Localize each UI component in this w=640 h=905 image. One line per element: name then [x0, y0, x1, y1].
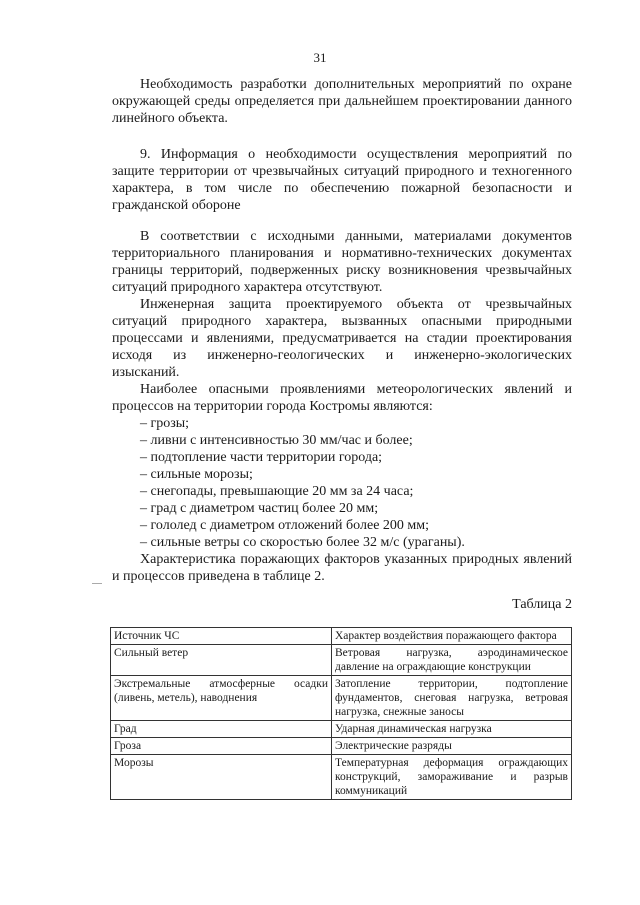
- list-item: – снегопады, превышающие 20 мм за 24 часа;: [140, 484, 414, 499]
- list-item: – сильные морозы;: [140, 467, 253, 482]
- table-cell: Экстремальные атмосферные осадки (ливень, метель), наводнения: [111, 676, 332, 721]
- table-cell: Затопление территории, подтопление фундаментов, снеговая нагрузка, ветровая нагрузка, снежные заносы: [332, 676, 572, 721]
- table-row: [111, 721, 572, 738]
- body-paragraph: Инженерная защита проектируемого объекта от чрезвычайных ситуаций природного характера, вызванных опасными природными процессами и явлениями, предусматривается на стадии проектирования исходя из инженерно-геологических и инженерно-экологических изысканий.: [112, 297, 572, 380]
- hazard-table: [110, 627, 572, 800]
- table-header-row: [111, 628, 572, 645]
- table-cell: Ветровая нагрузка, аэродинамическое давление на ограждающие конструкции: [332, 645, 572, 676]
- table-caption: Таблица 2: [512, 597, 572, 612]
- list-item: – ливни с интенсивностью 30 мм/час и более;: [140, 433, 413, 448]
- table-cell: Температурная деформация ограждающих конструкций, замораживание и разрыв коммуникаций: [332, 755, 572, 800]
- body-paragraph: В соответствии с исходными данными, материалами документов территориального планирования и нормативно-технических документах границы территорий, подверженных риску возникновения чрезвычайных ситуаций природного характера отсутствуют.: [112, 229, 572, 295]
- list-item: – гололед с диаметром отложений более 200 мм;: [140, 518, 430, 533]
- table-row: [111, 738, 572, 755]
- list-item: – сильные ветры со скоростью более 32 м/с (ураганы).: [140, 535, 465, 550]
- list-item: – грозы;: [140, 416, 190, 431]
- hazard-list: [140, 415, 465, 551]
- table-row: [111, 645, 572, 676]
- body-paragraph: Наиболее опасными проявлениями метеорологических явлений и процессов на территории города Костромы являются:: [112, 382, 572, 414]
- table-cell: Сильный ветер: [111, 645, 332, 676]
- table-cell: Электрические разряды: [332, 738, 572, 755]
- closing-paragraph: Характеристика поражающих факторов указанных природных явлений и процессов приведена в таблице 2.: [112, 552, 572, 584]
- list-item: – подтопление части территории города;: [140, 450, 383, 465]
- section-heading: 9. Информация о необходимости осуществления мероприятий по защите территории от чрезвычайных ситуаций природного и техногенного характера, в том числе по обеспечению пожарной безопасности и гражданской обороне: [112, 147, 572, 213]
- table-header-cell: Характер воздействия поражающего фактора: [332, 628, 572, 645]
- list-item: – град с диаметром частиц более 20 мм;: [140, 501, 379, 516]
- margin-mark: [92, 583, 102, 584]
- table-header-cell: Источник ЧС: [111, 628, 332, 645]
- page-number: 31: [313, 50, 327, 65]
- table-row: [111, 676, 572, 721]
- table-cell: Гроза: [111, 738, 332, 755]
- intro-paragraph: Необходимость разработки дополнительных мероприятий по охране окружающей среды определяется при дальнейшем проектировании данного линейного объекта.: [112, 77, 572, 126]
- table-cell: Морозы: [111, 755, 332, 800]
- table-cell: Ударная динамическая нагрузка: [332, 721, 572, 738]
- table-row: [111, 755, 572, 800]
- table-cell: Град: [111, 721, 332, 738]
